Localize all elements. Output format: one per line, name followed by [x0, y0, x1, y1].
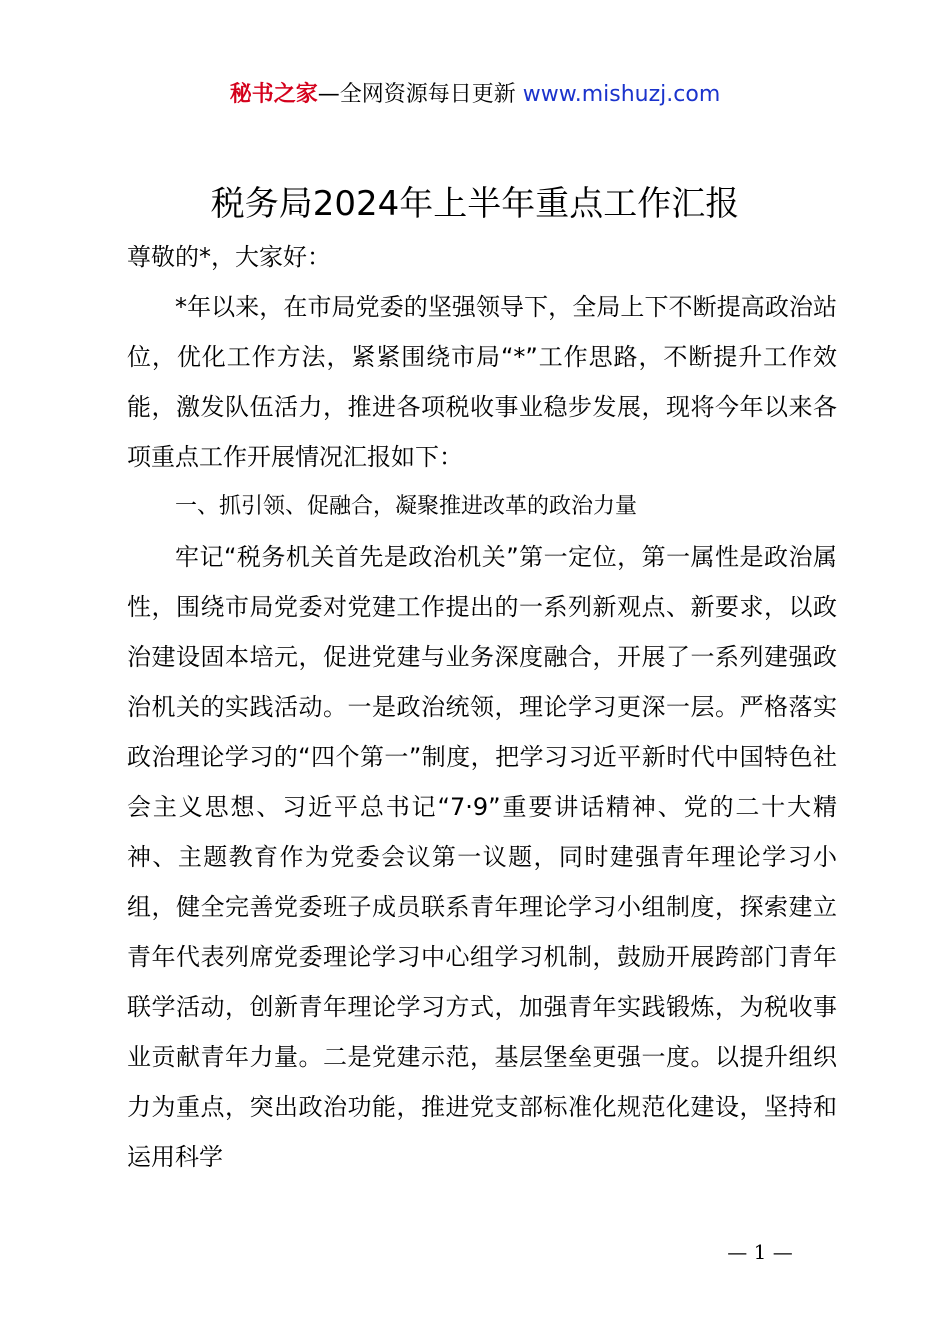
- banner-brand: 秘书之家: [229, 82, 318, 107]
- banner-url-link[interactable]: www.mishuzj.com: [522, 82, 721, 107]
- section-body-paragraph: 牢记“税务机关首先是政治机关”第一定位，第一属性是政治属性，围绕市局党委对党建工作提出的一系列新观点、新要求，以政治建设固本培元，促进党建与业务深度融合，开展了一系列建强政治机关的实践活动。一是政治统领，理论学习更深一层。严格落实政治理论学习的“四个第一”制度，把学习习近平新时代中国特色社会主义思想、习近平总书记“7·9”重要讲话精神、党的二十大精神、主题教育作为党委会议第一议题，同时建强青年理论学习小组，健全完善党委班子成员联系青年理论学习小组制度，探索建立青年代表列席党委理论学习中心组学习机制，鼓励开展跨部门青年联学活动，创新青年理论学习方式，加强青年实践锻炼，为税收事业贡献青年力量。二是党建示范，基层堡垒更强一度。以提升组织力为重点，突出政治功能，推进党支部标准化规范化建设，坚持和运用科学: [127, 543, 837, 1171]
- document-body: [127, 232, 837, 1182]
- greeting-paragraph: 尊敬的*，大家好：: [127, 243, 331, 271]
- site-banner: [0, 80, 950, 110]
- intro-paragraph: *年以来，在市局党委的坚强领导下，全局上下不断提高政治站位，优化工作方法，紧紧围绕市局“*”工作思路，不断提升工作效能，激发队伍活力，推进各项税收事业稳步发展，现将今年以来各项重点工作开展情况汇报如下：: [127, 293, 837, 471]
- banner-tagline: —全网资源每日更新: [317, 82, 516, 107]
- document-title: 税务局2024年上半年重点工作汇报: [210, 184, 740, 224]
- section-heading: 一、抓引领、促融合，凝聚推进改革的政治力量: [175, 494, 638, 519]
- page-number: — 1 —: [727, 1240, 793, 1264]
